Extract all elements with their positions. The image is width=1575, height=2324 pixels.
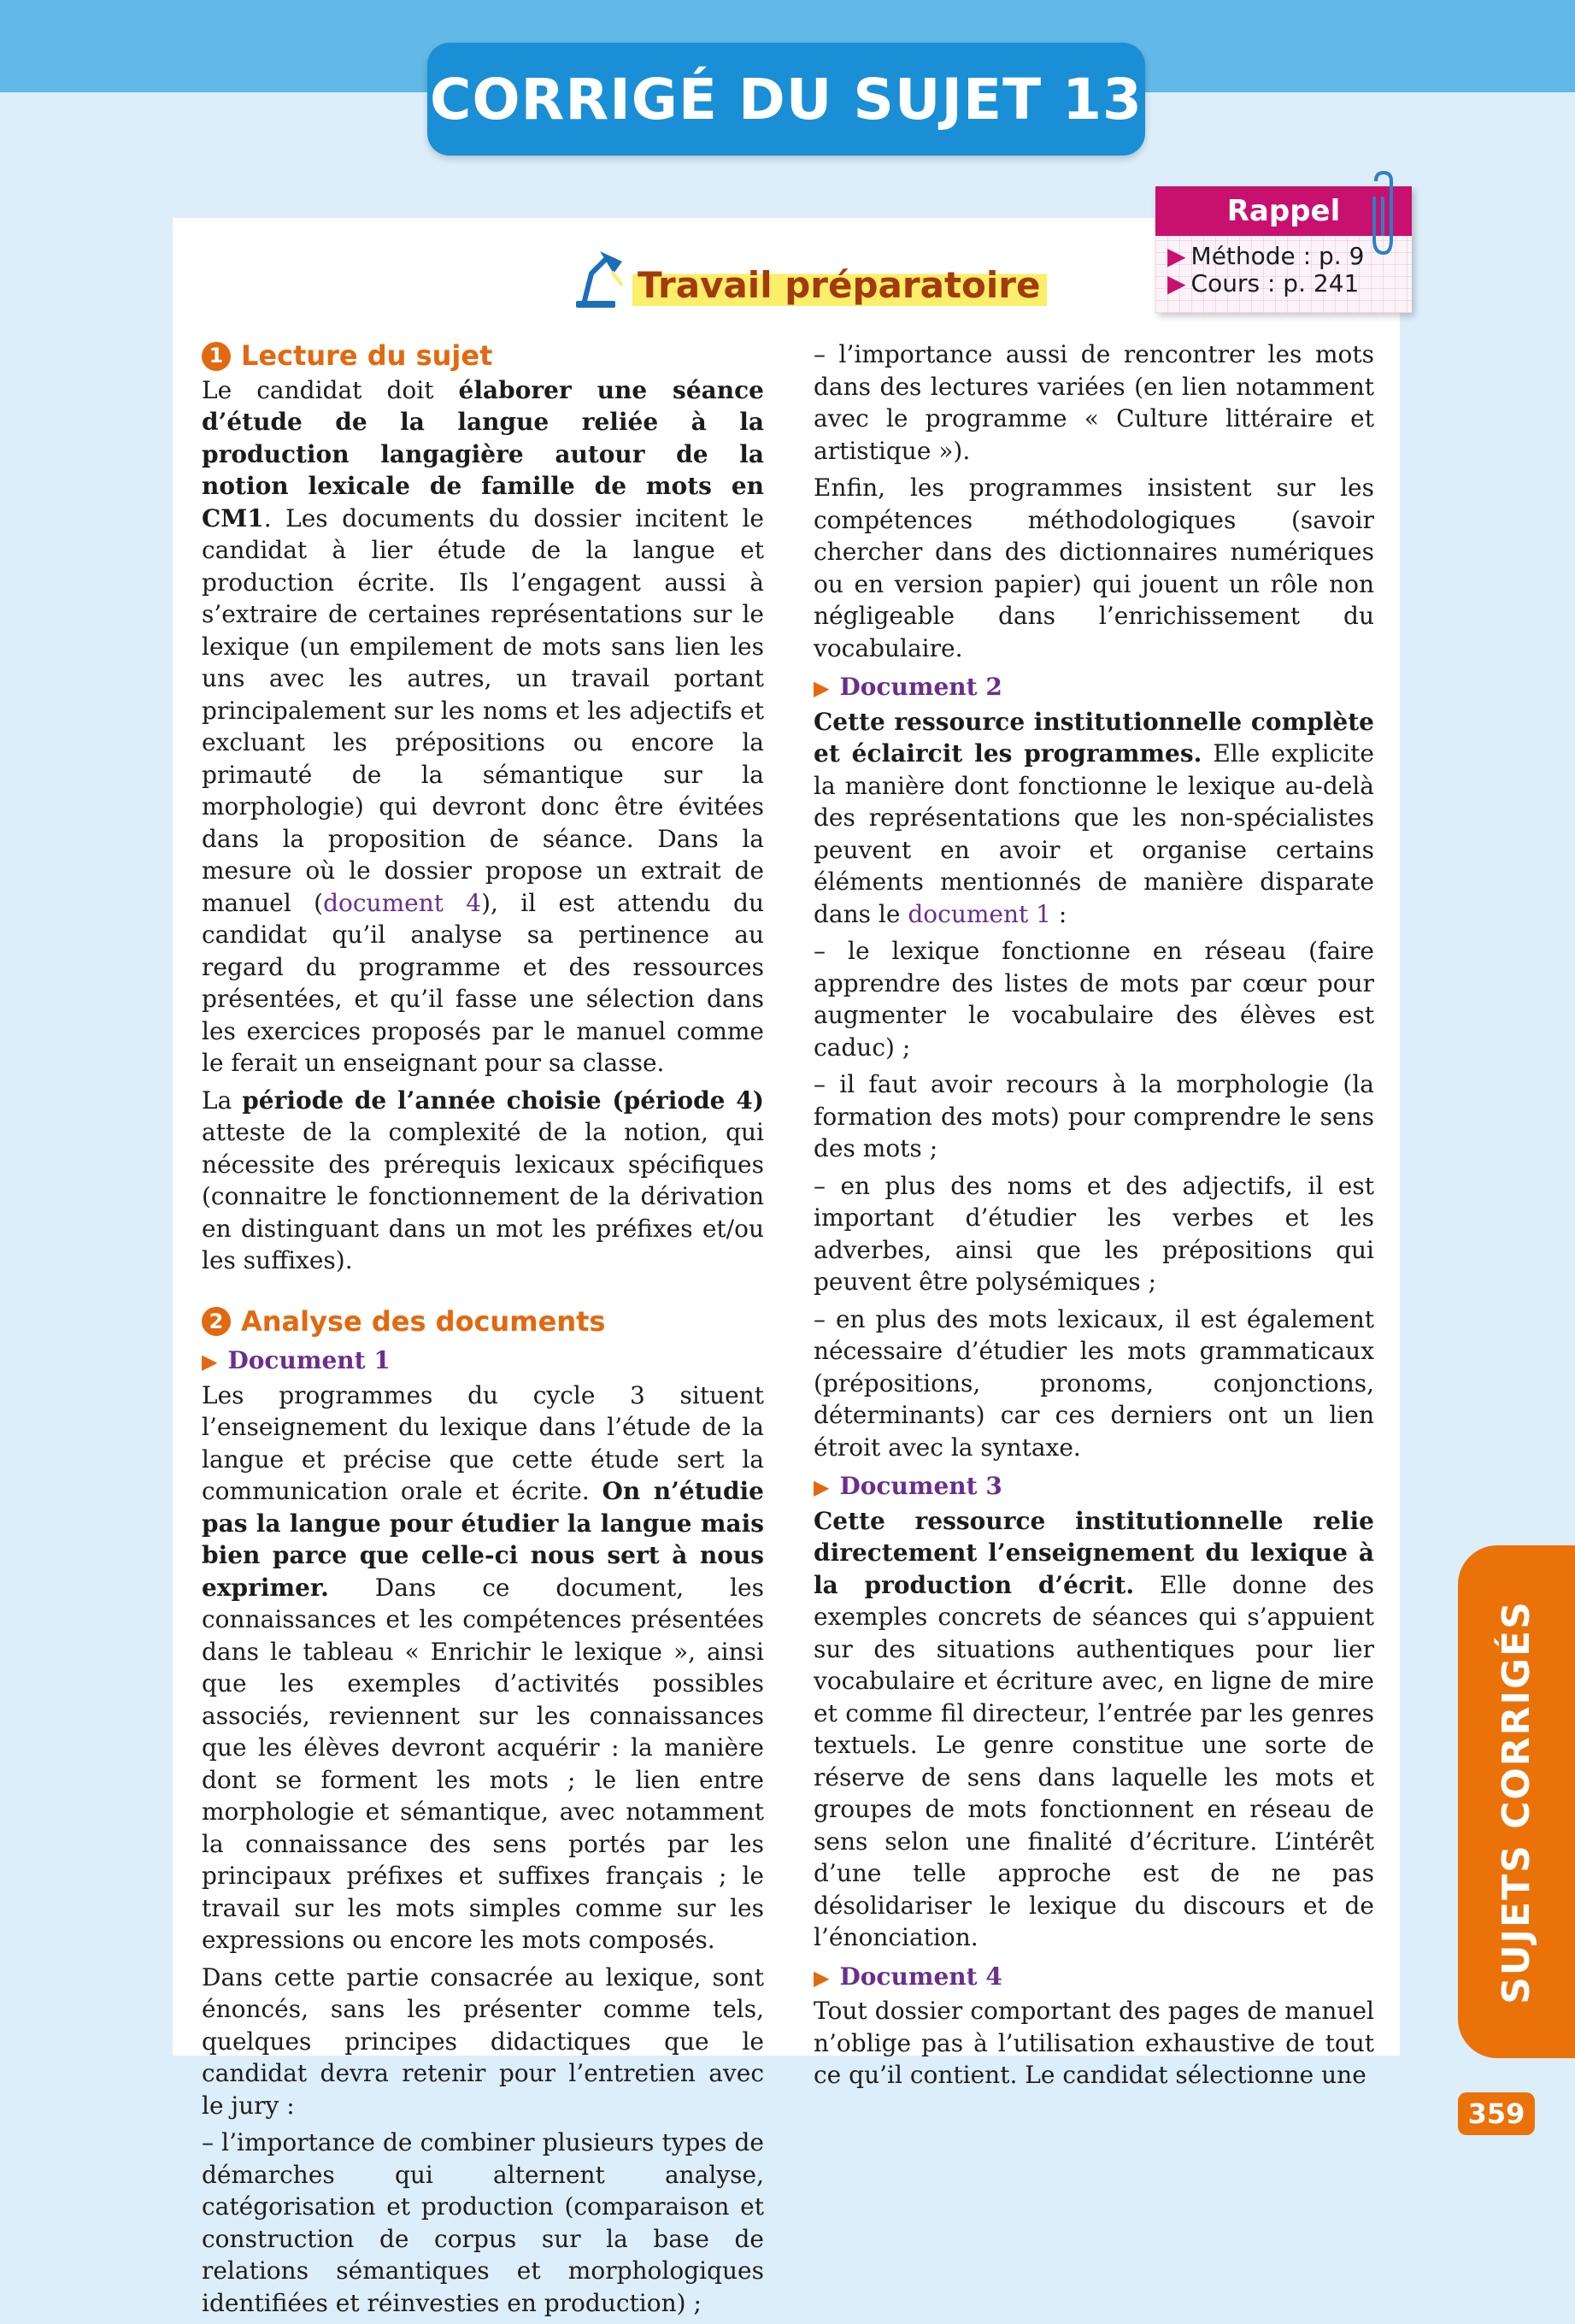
number-badge: 2	[202, 1307, 231, 1336]
paragraph: Les programmes du cycle 3 situent l’enseignement du lexique dans l’étude de la langue et précise que cette étude sert la communication orale et écrite. On n’étudie pas la langue pour étudier la langue mais bien parce que celle-ci nous sert à nous exprimer. Dans ce document, les connaissances et les compétences présentées dans le tableau « Enrichir le lexique », ainsi que les exemples d’activités possibles associés, reviennent sur les connaissances que les élèves devront acquérir : la manière dont se forment les mots ; le lien entre morphologie et sémantique, avec notamment la connaissance des sens portés par les principaux préfixes et suffixes français ; le travail sur les mots simples comme sur les expressions ou encore les mots composés.	[202, 1380, 764, 1954]
paragraph: La période de l’année choisie (période 4) atteste de la complexité de la notion, qui nécessite des prérequis lexicaux spécifiques (connaitre le fonctionnement de la dérivation en distinguant dans un mot les préfixes et/ou les suffixes).	[202, 1086, 764, 1274]
page-number: 359	[1458, 2092, 1535, 2135]
rappel-item-cours[interactable]	[1167, 270, 1412, 297]
triangle-bullet-icon: ▶	[1167, 242, 1186, 270]
paragraph: Enfin, les programmes insistent sur les compétences méthodologiques (savoir chercher dans des dictionnaires numériques ou en version papier) qui jouent un rôle non négligeable dans l’enrichissement du vocabulaire.	[814, 474, 1374, 662]
paragraph: – l’importance de combiner plusieurs types de démarches qui alternent analyse, catégorisation et production (comparaison et construction de corpus sur la base de relations sémantiques et morphologiques identifiées et réinvesties en production) ;	[202, 2128, 764, 2317]
rappel-item-label: Méthode : p. 9	[1190, 242, 1365, 270]
triangle-bullet-icon: ▶	[814, 1964, 830, 1990]
paragraph: – le lexique fonctionne en réseau (faire apprendre des listes de mots par cœur pour augmenter le vocabulaire des élèves est caduc) ;	[814, 937, 1374, 1062]
left-column	[202, 340, 764, 2324]
paperclip-icon	[1369, 171, 1398, 256]
title-banner	[427, 43, 1145, 156]
document-link[interactable]: document 4	[323, 888, 482, 917]
paragraph: – en plus des noms et des adjectifs, il est important d’étudier les verbes et les adverbes, ainsi que les prépositions qui peuvent être polysémiques ;	[814, 1171, 1374, 1296]
part1-heading	[202, 340, 764, 373]
section-heading-text: Travail préparatoire	[632, 264, 1047, 309]
paragraph: Cette ressource institutionnelle complète et éclaircit les programmes. Elle explicite la manière dont fonctionne le lexique au-delà des représentations que les non-spécialistes peuvent en avoir et organise certains éléments mentionnés de manière disparate dans le document 1 :	[814, 707, 1374, 928]
document-4-heading: ▶ Document 4	[814, 1962, 1002, 1991]
paragraph: Cette ressource institutionnelle relie directement l’enseignement du lexique à la production d’écrit. Elle donne des exemples concrets de séances qui s’appuient sur des situations authentiques pour lier vocabulaire et écriture avec, en ligne de mire et comme fil directeur, l’entrée par les genres textuels. Le genre constitue une sorte de réserve de sens dans laquelle les mots et groupes de mots fonctionnent en réseau de sens selon une finalité d’écriture. L’intérêt d’une telle approche est de ne pas désolidariser le lexique du discours et de l’énonciation.	[814, 1506, 1374, 1951]
paragraph: Le candidat doit élaborer une séance d’étude de la langue reliée à la production langagière autour de la notion lexicale de famille de mots en CM1. Les documents du dossier incitent le candidat à lier étude de la langue et production écrite. Ils l’engagent aussi à s’extraire de certaines représentations sur le lexique (un empilement de mots sans lien les uns avec les autres, un travail portant principalement sur les noms et les adjectifs et excluant les prépositions ou encore la primauté de la sémantique sur la morphologie) qui devront donc être évitées dans la proposition de séance. Dans la mesure où le dossier propose un extrait de manuel (document 4), il est attendu du candidat qu’il analyse sa pertinence au regard du programme et des ressources présentées, et qu’il fasse une sélection dans les exercices proposés par le manuel comme le ferait un enseignant pour sa classe.	[202, 375, 765, 1077]
paragraph: – il faut avoir recours à la morphologie (la formation des mots) pour comprendre le sens des mots ;	[814, 1070, 1374, 1162]
side-tab[interactable]	[1458, 1545, 1575, 2058]
document-2-heading: ▶ Document 2	[814, 673, 1002, 701]
right-column	[814, 338, 1374, 2097]
paragraph: – en plus des mots lexicaux, il est également nécessaire d’étudier les mots grammaticaux (prépositions, pronoms, conjonctions, déterminants) car ces derniers ont un lien étroit avec la syntaxe.	[814, 1304, 1374, 1462]
paragraph: Tout dossier comportant des pages de manuel n’oblige pas à l’utilisation exhaustive de tout ce qu’il contient. Le candidat sélectionne une	[814, 1997, 1374, 2089]
triangle-bullet-icon: ▶	[814, 1474, 830, 1499]
section-heading	[573, 241, 1047, 309]
triangle-bullet-icon: ▶	[1167, 269, 1186, 297]
page-title: CORRIGÉ DU SUJET 13	[430, 66, 1143, 132]
part1-title: Lecture du sujet	[241, 339, 493, 372]
rappel-item-label: Cours : p. 241	[1190, 269, 1360, 297]
paragraph: Dans cette partie consacrée au lexique, sont énoncés, sans les présenter comme tels, quelques principes didactiques que le candidat devra retenir pour l’entretien avec le jury :	[202, 1962, 764, 2120]
paragraph: – l’importance aussi de rencontrer les mots dans des lectures variées (en lien notamment avec le programme « Culture littéraire et artistique »).	[814, 340, 1374, 465]
side-tab-label: SUJETS CORRIGÉS	[1495, 1599, 1538, 2004]
document-3-heading: ▶ Document 3	[814, 1472, 1002, 1500]
triangle-bullet-icon: ▶	[202, 1349, 218, 1374]
document-link[interactable]: document 1	[908, 899, 1051, 928]
number-badge: 1	[202, 342, 231, 371]
triangle-bullet-icon: ▶	[814, 675, 830, 700]
part2-heading	[202, 1306, 764, 1339]
rappel-title: Rappel	[1155, 186, 1412, 236]
desk-lamp-icon	[573, 248, 626, 309]
document-1-heading: ▶ Document 1	[202, 1346, 391, 1374]
part2-title: Analyse des documents	[241, 1304, 606, 1338]
